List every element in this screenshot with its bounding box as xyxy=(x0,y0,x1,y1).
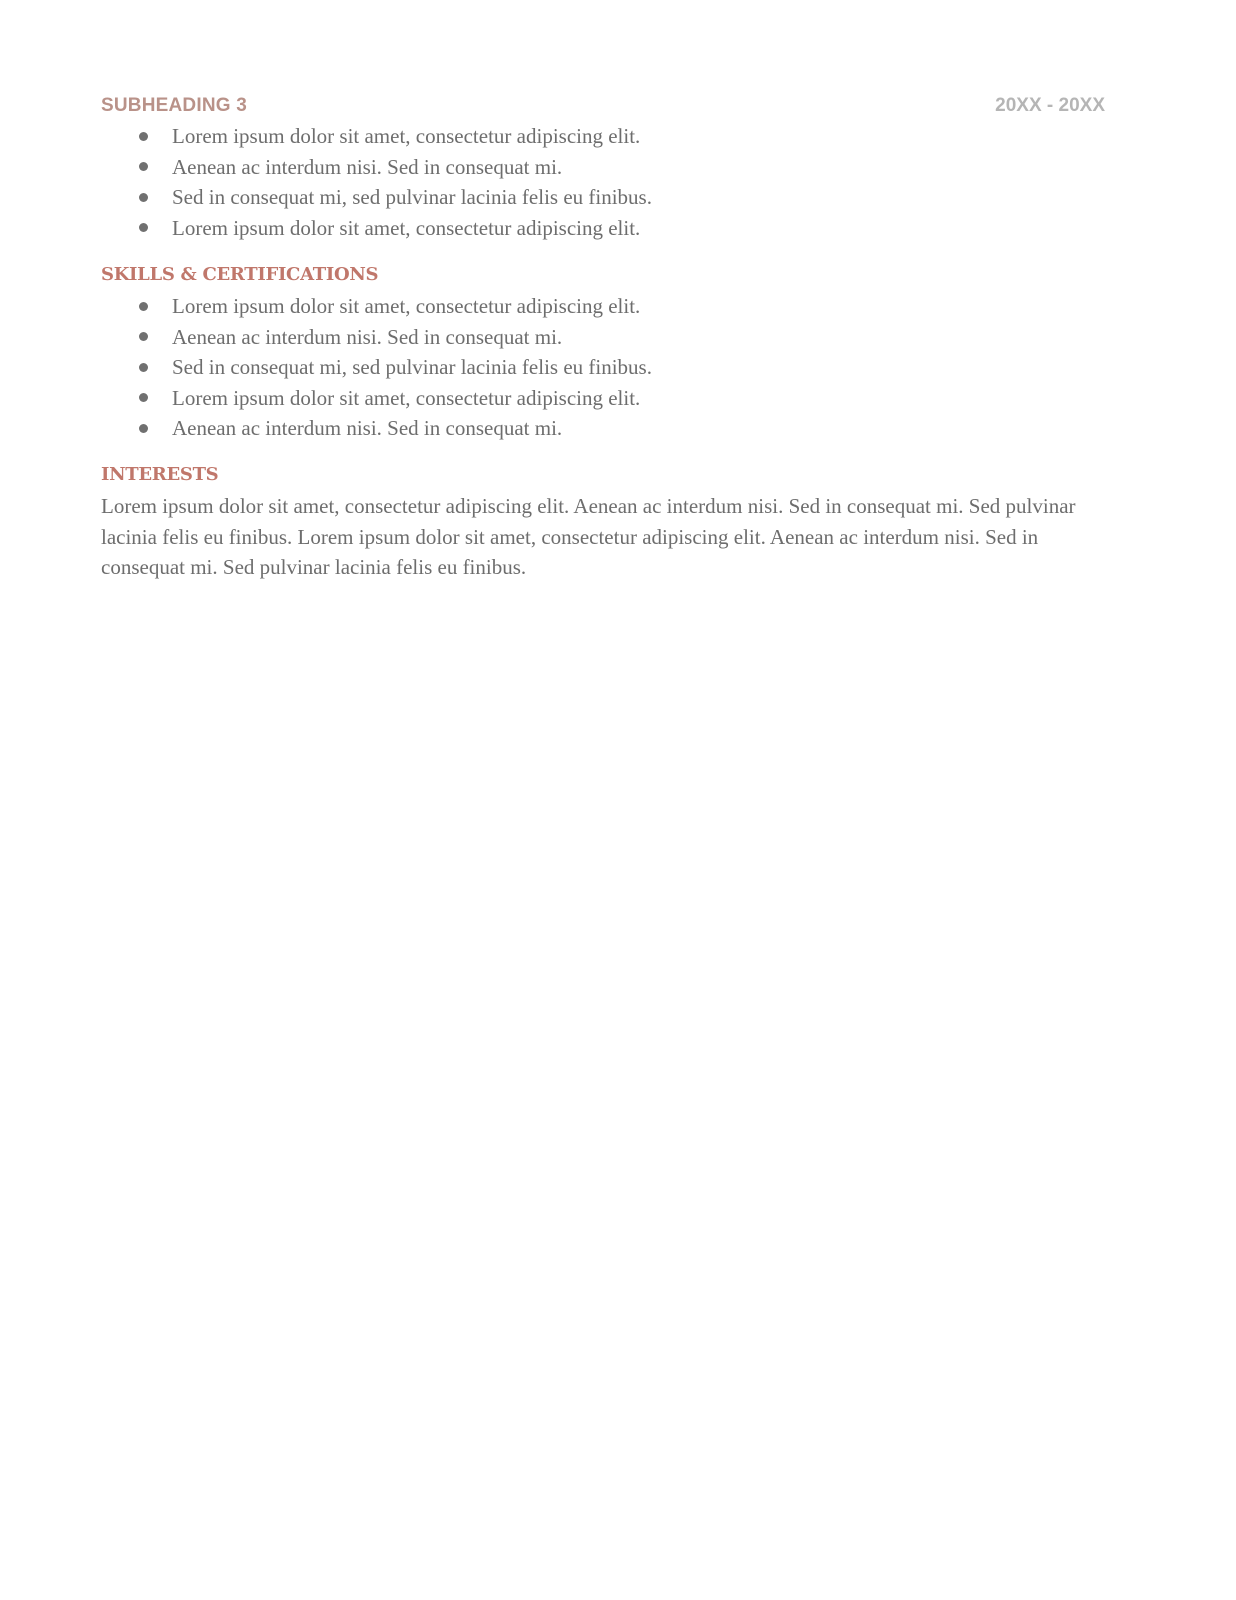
bullet-icon xyxy=(139,132,148,141)
bullet-text: Lorem ipsum dolor sit amet, consectetur adipiscing elit. xyxy=(172,294,641,318)
bullet-icon xyxy=(139,193,148,202)
list-item xyxy=(101,291,652,322)
list-item xyxy=(101,413,652,444)
interests-heading: INTERESTS xyxy=(101,464,219,485)
bullet-text: Lorem ipsum dolor sit amet, consectetur adipiscing elit. xyxy=(172,215,641,240)
bullet-icon xyxy=(139,162,148,171)
bullet-icon xyxy=(139,302,148,311)
bullet-text: Aenean ac interdum nisi. Sed in consequat mi. xyxy=(172,416,563,440)
interests-paragraph: Lorem ipsum dolor sit amet, consectetur adipiscing elit. Aenean ac interdum nisi. Sed in consequat mi. Sed pulvinar lacinia felis eu finibus. Lorem ipsum dolor sit amet, consectetur adipiscing elit. Aenean ac interdum nisi. Sed in consequat mi. Sed pulvinar lacinia felis eu finibus. xyxy=(101,494,1076,579)
list-item xyxy=(101,152,652,183)
list-item xyxy=(101,182,652,213)
list-item xyxy=(101,383,652,414)
bullet-text: Aenean ac interdum nisi. Sed in consequat mi. xyxy=(172,154,563,179)
bullet-icon xyxy=(139,223,148,232)
experience-subheading-row xyxy=(101,94,1105,118)
bullet-text: Lorem ipsum dolor sit amet, consectetur adipiscing elit. xyxy=(172,124,641,148)
bullet-icon xyxy=(139,393,148,402)
bullet-text: Sed in consequat mi, sed pulvinar lacinia felis eu finibus. xyxy=(172,355,652,379)
experience-subheading: SUBHEADING 3 xyxy=(101,95,247,116)
bullet-icon xyxy=(139,332,148,341)
bullet-text: Lorem ipsum dolor sit amet, consectetur adipiscing elit. xyxy=(172,385,641,410)
bullet-text: Sed in consequat mi, sed pulvinar lacinia felis eu finibus. xyxy=(172,185,652,209)
list-item xyxy=(101,121,652,152)
list-item xyxy=(101,352,652,383)
list-item xyxy=(101,322,652,353)
bullet-text: Aenean ac interdum nisi. Sed in consequat mi. xyxy=(172,324,563,349)
bullet-icon xyxy=(139,424,148,433)
experience-bullet-list xyxy=(101,121,652,243)
bullet-icon xyxy=(139,363,148,372)
experience-dates: 20XX - 20XX xyxy=(995,95,1105,116)
skills-heading: SKILLS & CERTIFICATIONS xyxy=(101,264,379,285)
skills-bullet-list xyxy=(101,291,652,444)
list-item xyxy=(101,213,652,244)
